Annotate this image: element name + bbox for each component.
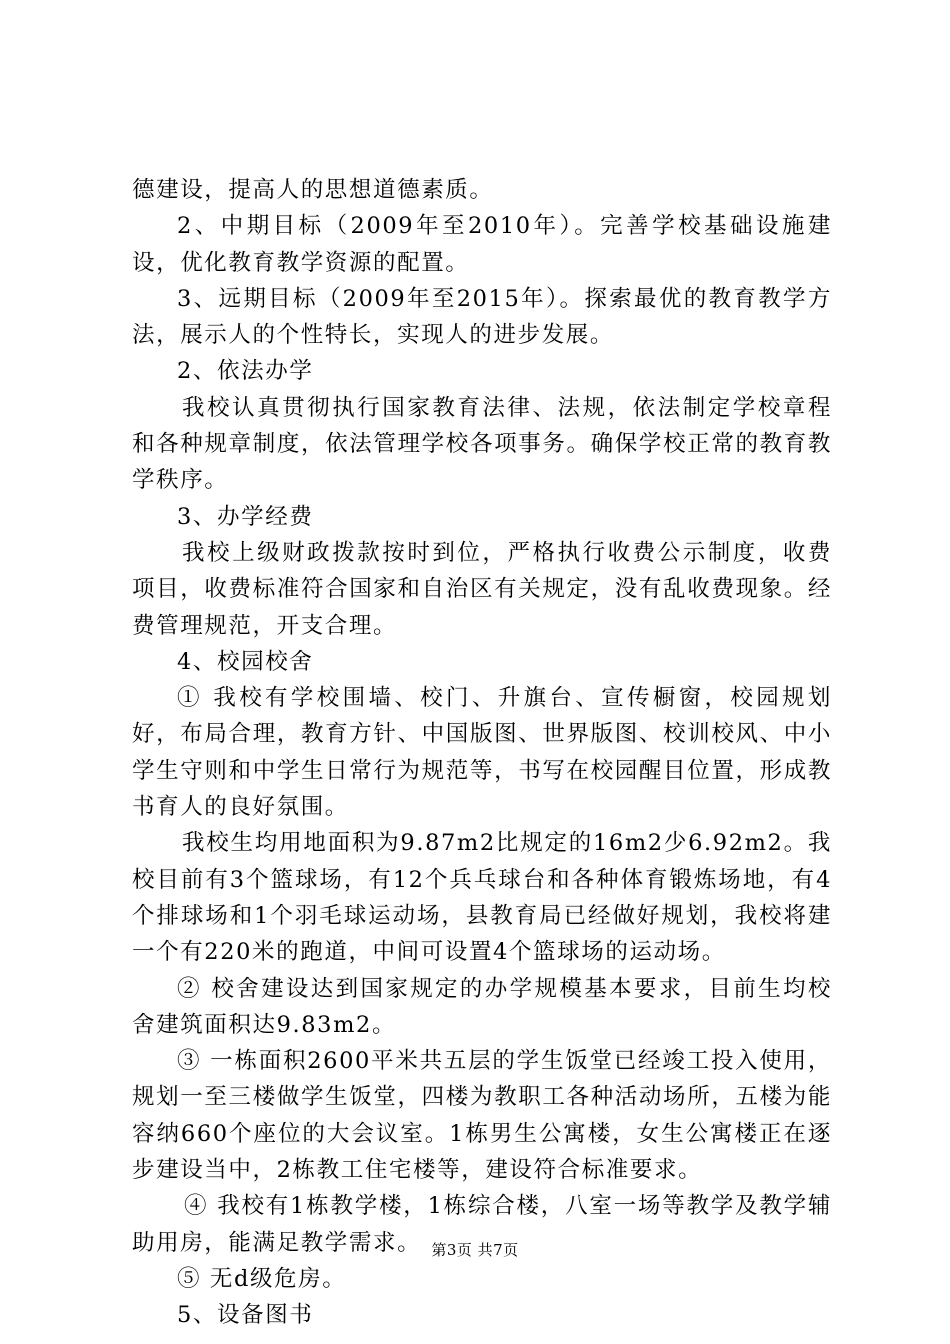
paragraph-campus-item-3: ③ 一栋面积2600平米共五层的学生饭堂已经竣工投入使用，规划一至三楼做学生饭堂，四楼为教职工各种活动场所，五楼为能容纳660个座位的大会议室。1栋男生公寓楼，女生公寓楼正在逐步建设当中，2栋教工住宅楼等，建设符合标准要求。 [132,1048,832,1184]
paragraph-1: 德建设，提高人的思想道德素质。 [132,177,494,203]
paragraph-mid-term-goal: 2、中期目标（2009年至2010年）。完善学校基础设施建设，优化教育教学资源的配置。 [132,213,832,276]
heading-campus-buildings: 4、校园校舍 [177,648,314,675]
paragraph-campus-item-2: ② 校舍建设达到国家规定的办学规模基本要求，目前生均校舍建筑面积达9.83m2。 [132,975,832,1038]
page-footer: 第3页 共7页 [431,1241,519,1259]
heading-law-based-schooling: 2、依法办学 [177,358,314,385]
paragraph-school-funding: 我校上级财政拨款按时到位，严格执行收费公示制度，收费项目，收费标准符合国家和自治区有关规定，没有乱收费现象。经费管理规范，开支合理。 [132,539,832,639]
paragraph-long-term-goal: 3、远期目标（2009年至2015年）。探索最优的教育教学方法，展示人的个性特长，实现人的进步发展。 [132,285,832,349]
paragraph-campus-item-4: ④ 我校有1栋教学楼，1栋综合楼，八室一场等教学及教学辅助用房，能满足教学需求。 [132,1193,832,1256]
document-body [132,172,832,1334]
heading-school-funding: 3、办学经费 [177,503,314,530]
heading-equipment-books: 5、设备图书 [177,1302,314,1329]
paragraph-law-based-schooling: 我校认真贯彻执行国家教育法律、法规，依法制定学校章程和各种规章制度，依法管理学校各项事务。确保学校正常的教育教学秩序。 [132,394,832,494]
paragraph-campus-item-5: ⑤ 无d级危房。 [177,1265,347,1292]
paragraph-campus-item-1: ① 我校有学校围墙、校门、升旗台、宣传橱窗，校园规划好，布局合理，教育方针、中国版图、世界版图、校训校风、中小学生守则和中学生日常行为规范等，书写在校园醒目位置，形成教书育人的良好氛围。 [132,685,832,821]
paragraph-land-area: 我校生均用地面积为9.87m2比规定的16m2少6.92m2。我校目前有3个篮球场，有12个兵乓球台和各种体育锻炼场地，有4个排球场和1个羽毛球运动场，县教育局已经做好规划，我校将建一个有220米的跑道，中间可设置4个篮球场的运动场。 [132,830,832,966]
